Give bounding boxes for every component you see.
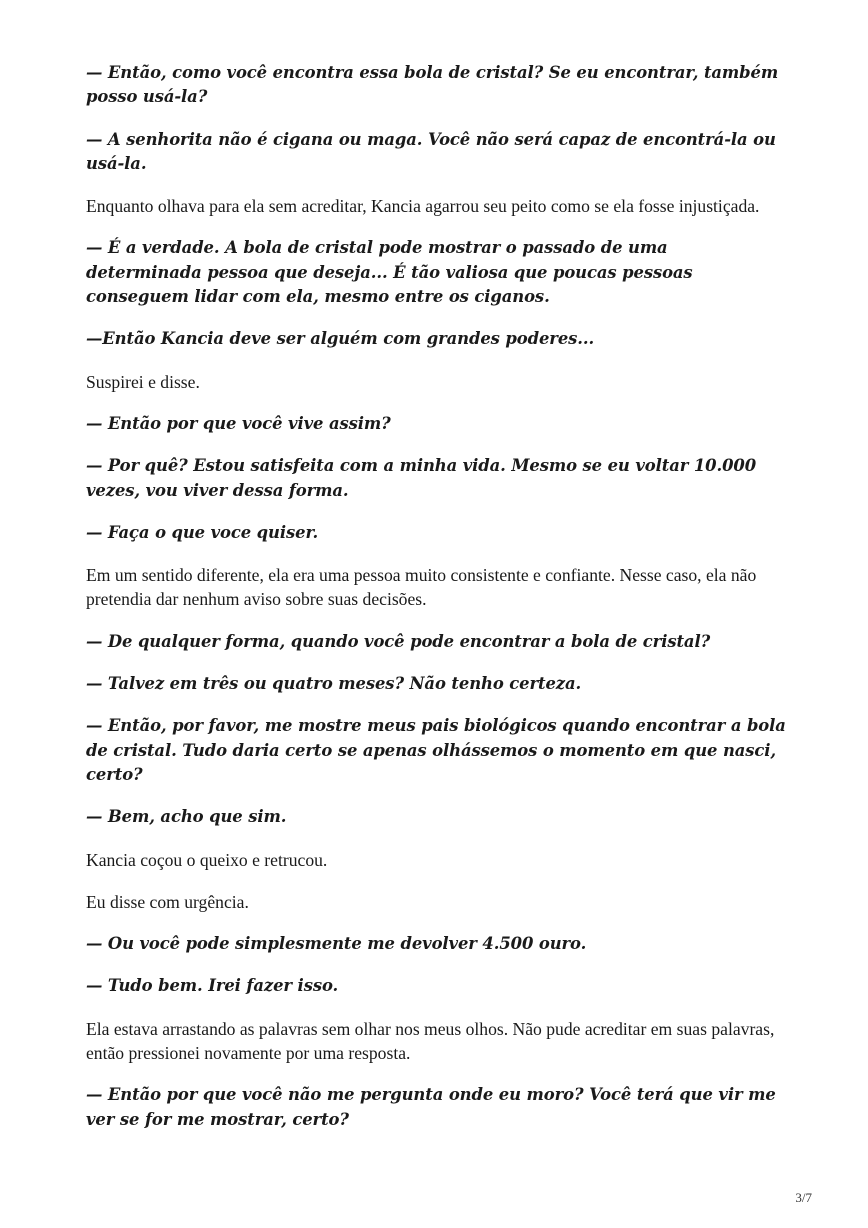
narration-paragraph: Kancia coçou o queixo e retrucou. (86, 849, 328, 870)
dialogue-paragraph: — De qualquer forma, quando você pode encontrar a bola de cristal? (86, 631, 711, 651)
document-body (86, 61, 786, 1150)
narration-paragraph: Enquanto olhava para ela sem acreditar, Kancia agarrou seu peito como se ela fosse injustiçada. (86, 196, 760, 217)
dialogue-paragraph: — Faça o que voce quiser. (86, 522, 319, 542)
page-number: 3/7 (795, 1190, 812, 1205)
narration-paragraph: Eu disse com urgência. (86, 891, 249, 912)
narration-paragraph: Suspirei e disse. (86, 371, 200, 392)
dialogue-paragraph: — Então por que você vive assim? (86, 413, 391, 433)
dialogue-paragraph: — A senhorita não é cigana ou maga. Você não será capaz de encontrá-la ou usá-la. (86, 129, 776, 173)
dialogue-paragraph: — Então por que você não me pergunta onde eu moro? Você terá que vir me ver se for me mostrar, certo? (86, 1085, 776, 1129)
dialogue-paragraph: — Então, como você encontra essa bola de cristal? Se eu encontrar, também posso usá-la? (86, 63, 779, 107)
narration-paragraph: Ela estava arrastando as palavras sem olhar nos meus olhos. Não pude acreditar em suas palavras, então pressionei novamente por uma resposta. (86, 1018, 775, 1064)
dialogue-paragraph: — Bem, acho que sim. (86, 807, 287, 827)
dialogue-paragraph: — Ou você pode simplesmente me devolver 4.500 ouro. (86, 934, 587, 954)
dialogue-paragraph: — Tudo bem. Irei fazer isso. (86, 976, 339, 996)
dialogue-paragraph: — Então, por favor, me mostre meus pais biológicos quando encontrar a bola de cristal. Tudo daria certo se apenas olhássemos o momento em que nasci, certo? (86, 716, 786, 784)
dialogue-paragraph: — É a verdade. A bola de cristal pode mostrar o passado de uma determinada pessoa que deseja... É tão valiosa que poucas pessoas conseguem lidar com ela, mesmo entre os ciganos. (86, 238, 693, 307)
narration-paragraph: Em um sentido diferente, ela era uma pessoa muito consistente e confiante. Nesse caso, ela não pretendia dar nenhum aviso sobre suas decisões. (86, 565, 757, 610)
dialogue-paragraph: — Talvez em três ou quatro meses? Não tenho certeza. (86, 674, 582, 694)
dialogue-paragraph: — Por quê? Estou satisfeita com a minha vida. Mesmo se eu voltar 10.000 vezes, vou viver dessa forma. (86, 456, 756, 500)
dialogue-paragraph: —Então Kancia deve ser alguém com grandes poderes... (86, 329, 595, 349)
